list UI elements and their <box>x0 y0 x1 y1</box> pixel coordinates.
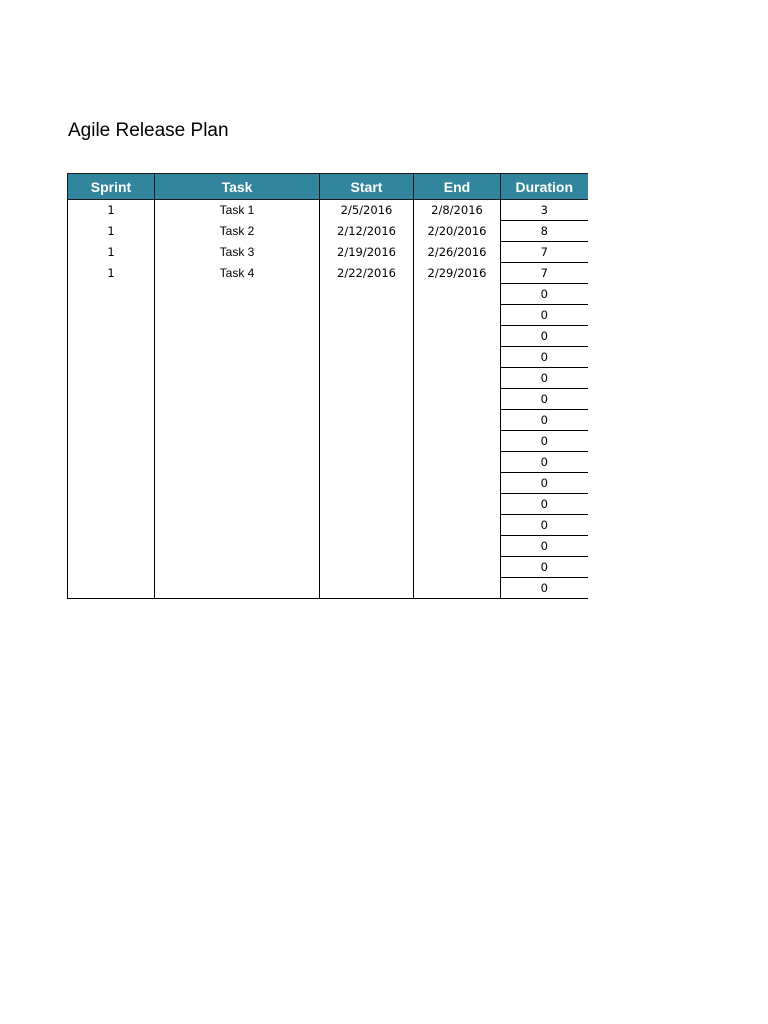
start-cell[interactable] <box>320 557 414 578</box>
start-cell[interactable] <box>320 536 414 557</box>
sprint-cell[interactable] <box>68 452 155 473</box>
sprint-cell[interactable]: 1 <box>68 242 155 263</box>
table-row <box>68 221 588 242</box>
end-cell[interactable] <box>414 368 501 389</box>
start-cell[interactable] <box>320 305 414 326</box>
start-cell[interactable] <box>320 347 414 368</box>
sprint-cell[interactable] <box>68 515 155 536</box>
end-cell[interactable] <box>414 431 501 452</box>
duration-cell[interactable]: 0 <box>501 515 588 536</box>
sprint-cell[interactable]: 1 <box>68 221 155 242</box>
start-cell[interactable]: 2/12/2016 <box>320 221 414 242</box>
page-title: Agile Release Plan <box>68 120 229 141</box>
sprint-cell[interactable] <box>68 389 155 410</box>
task-cell[interactable] <box>155 473 320 494</box>
sprint-cell[interactable] <box>68 305 155 326</box>
duration-cell[interactable]: 8 <box>501 221 588 242</box>
start-cell[interactable]: 2/5/2016 <box>320 200 414 221</box>
task-cell[interactable] <box>155 347 320 368</box>
table-row <box>68 578 588 599</box>
task-cell[interactable]: Task 4 <box>155 263 320 284</box>
sprint-cell[interactable]: 1 <box>68 200 155 221</box>
task-cell[interactable] <box>155 557 320 578</box>
end-cell[interactable] <box>414 536 501 557</box>
table-row <box>68 200 588 221</box>
sprint-cell[interactable] <box>68 473 155 494</box>
end-cell[interactable] <box>414 473 501 494</box>
sprint-cell[interactable] <box>68 284 155 305</box>
task-cell[interactable] <box>155 305 320 326</box>
duration-cell[interactable]: 0 <box>501 389 588 410</box>
start-cell[interactable] <box>320 494 414 515</box>
task-cell[interactable] <box>155 452 320 473</box>
duration-cell[interactable]: 0 <box>501 326 588 347</box>
end-cell[interactable] <box>414 557 501 578</box>
table-row <box>68 326 588 347</box>
table-row <box>68 473 588 494</box>
end-cell[interactable] <box>414 578 501 599</box>
start-cell[interactable] <box>320 452 414 473</box>
task-cell[interactable] <box>155 494 320 515</box>
header-end: End <box>414 174 501 200</box>
sprint-cell[interactable] <box>68 494 155 515</box>
start-cell[interactable] <box>320 473 414 494</box>
duration-cell[interactable]: 0 <box>501 284 588 305</box>
end-cell[interactable]: 2/8/2016 <box>414 200 501 221</box>
duration-cell[interactable]: 0 <box>501 557 588 578</box>
table-row <box>68 557 588 578</box>
sprint-cell[interactable] <box>68 557 155 578</box>
header-duration: Duration <box>501 174 588 200</box>
table-row <box>68 389 588 410</box>
duration-cell[interactable]: 0 <box>501 347 588 368</box>
table-row <box>68 452 588 473</box>
end-cell[interactable] <box>414 326 501 347</box>
table-row <box>68 431 588 452</box>
duration-cell[interactable]: 0 <box>501 452 588 473</box>
table-row <box>68 368 588 389</box>
table-row <box>68 536 588 557</box>
end-cell[interactable] <box>414 347 501 368</box>
duration-cell[interactable]: 0 <box>501 536 588 557</box>
task-cell[interactable] <box>155 410 320 431</box>
start-cell[interactable] <box>320 389 414 410</box>
task-cell[interactable] <box>155 368 320 389</box>
end-cell[interactable] <box>414 389 501 410</box>
duration-cell[interactable]: 0 <box>501 368 588 389</box>
end-cell[interactable] <box>414 410 501 431</box>
table-body <box>68 200 588 599</box>
table-row <box>68 347 588 368</box>
end-cell[interactable]: 2/29/2016 <box>414 263 501 284</box>
start-cell[interactable] <box>320 326 414 347</box>
start-cell[interactable] <box>320 515 414 536</box>
task-cell[interactable] <box>155 326 320 347</box>
task-cell[interactable]: Task 2 <box>155 221 320 242</box>
sprint-cell[interactable] <box>68 578 155 599</box>
duration-cell[interactable]: 7 <box>501 263 588 284</box>
start-cell[interactable] <box>320 410 414 431</box>
header-start: Start <box>320 174 414 200</box>
end-cell[interactable]: 2/26/2016 <box>414 242 501 263</box>
duration-cell[interactable]: 0 <box>501 305 588 326</box>
task-cell[interactable] <box>155 578 320 599</box>
header-row <box>68 174 588 200</box>
end-cell[interactable] <box>414 305 501 326</box>
start-cell[interactable] <box>320 368 414 389</box>
table-row <box>68 305 588 326</box>
sprint-cell[interactable] <box>68 536 155 557</box>
release-plan-table <box>67 173 588 599</box>
task-cell[interactable]: Task 3 <box>155 242 320 263</box>
end-cell[interactable]: 2/20/2016 <box>414 221 501 242</box>
start-cell[interactable] <box>320 284 414 305</box>
task-cell[interactable] <box>155 431 320 452</box>
header-sprint: Sprint <box>68 174 155 200</box>
task-cell[interactable] <box>155 389 320 410</box>
table-row <box>68 284 588 305</box>
task-cell[interactable] <box>155 284 320 305</box>
duration-cell[interactable]: 3 <box>501 200 588 221</box>
start-cell[interactable]: 2/22/2016 <box>320 263 414 284</box>
duration-cell[interactable]: 0 <box>501 410 588 431</box>
start-cell[interactable]: 2/19/2016 <box>320 242 414 263</box>
end-cell[interactable] <box>414 452 501 473</box>
duration-cell[interactable]: 0 <box>501 473 588 494</box>
table-row <box>68 515 588 536</box>
start-cell[interactable] <box>320 578 414 599</box>
duration-cell[interactable]: 0 <box>501 494 588 515</box>
task-cell[interactable] <box>155 536 320 557</box>
table-row <box>68 494 588 515</box>
sprint-cell[interactable] <box>68 410 155 431</box>
table-row <box>68 263 588 284</box>
sprint-cell[interactable]: 1 <box>68 263 155 284</box>
end-cell[interactable] <box>414 515 501 536</box>
sprint-cell[interactable] <box>68 326 155 347</box>
start-cell[interactable] <box>320 431 414 452</box>
table-row <box>68 410 588 431</box>
duration-cell[interactable]: 7 <box>501 242 588 263</box>
sprint-cell[interactable] <box>68 431 155 452</box>
task-cell[interactable] <box>155 515 320 536</box>
header-task: Task <box>155 174 320 200</box>
task-cell[interactable]: Task 1 <box>155 200 320 221</box>
sprint-cell[interactable] <box>68 347 155 368</box>
end-cell[interactable] <box>414 494 501 515</box>
duration-cell[interactable]: 0 <box>501 578 588 599</box>
sprint-cell[interactable] <box>68 368 155 389</box>
duration-cell[interactable]: 0 <box>501 431 588 452</box>
table-row <box>68 242 588 263</box>
end-cell[interactable] <box>414 284 501 305</box>
